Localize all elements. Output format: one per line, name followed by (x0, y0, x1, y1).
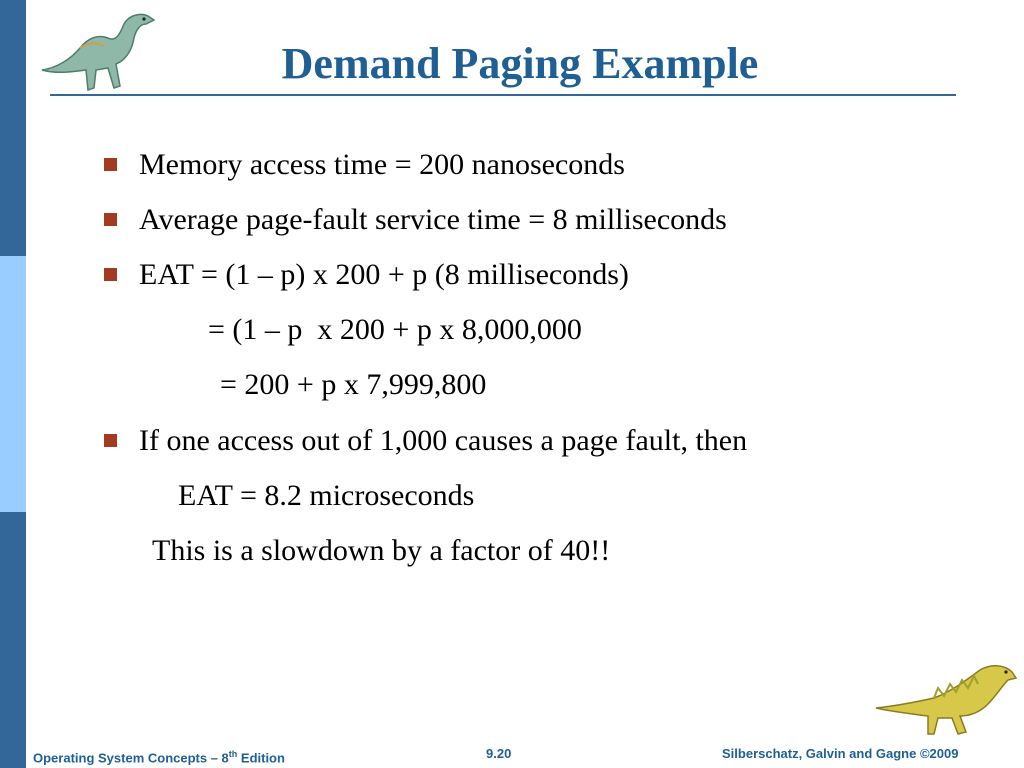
sidebar-dark-top (0, 0, 26, 256)
footer-course-title: Operating System Concepts – 8th Edition (33, 749, 285, 766)
dinosaur-logo-top-icon (36, 8, 158, 94)
eat-formula-step-1: = (1 – p x 200 + p x 8,000,000 (208, 313, 582, 346)
sidebar-light (0, 256, 26, 512)
footer-authors: Silberschatz, Galvin and Gagne ©2009 (722, 746, 959, 761)
footer-page-number: 9.20 (486, 746, 512, 761)
eat-result: EAT = 8.2 microseconds (178, 479, 475, 512)
sidebar-dark-bottom (0, 512, 26, 768)
dinosaur-logo-bottom-icon (872, 656, 1020, 738)
eat-formula-step-2: = 200 + p x 7,999,800 (220, 368, 487, 401)
bullet-eat-formula: EAT = (1 – p) x 200 + p (8 milliseconds) (139, 258, 629, 291)
square-bullet-icon (104, 158, 117, 171)
square-bullet-icon (104, 213, 117, 226)
page-title: Demand Paging Example (281, 39, 759, 88)
slowdown-note: This is a slowdown by a factor of 40!! (152, 534, 611, 567)
bullet-page-fault-service-time: Average page-fault service time = 8 milliseconds (139, 203, 727, 236)
square-bullet-icon (104, 434, 117, 447)
bullet-page-fault-rate: If one access out of 1,000 causes a page fault, then (139, 424, 748, 457)
bullet-memory-access-time: Memory access time = 200 nanoseconds (139, 148, 625, 181)
square-bullet-icon (104, 268, 117, 281)
title-divider (50, 94, 956, 96)
